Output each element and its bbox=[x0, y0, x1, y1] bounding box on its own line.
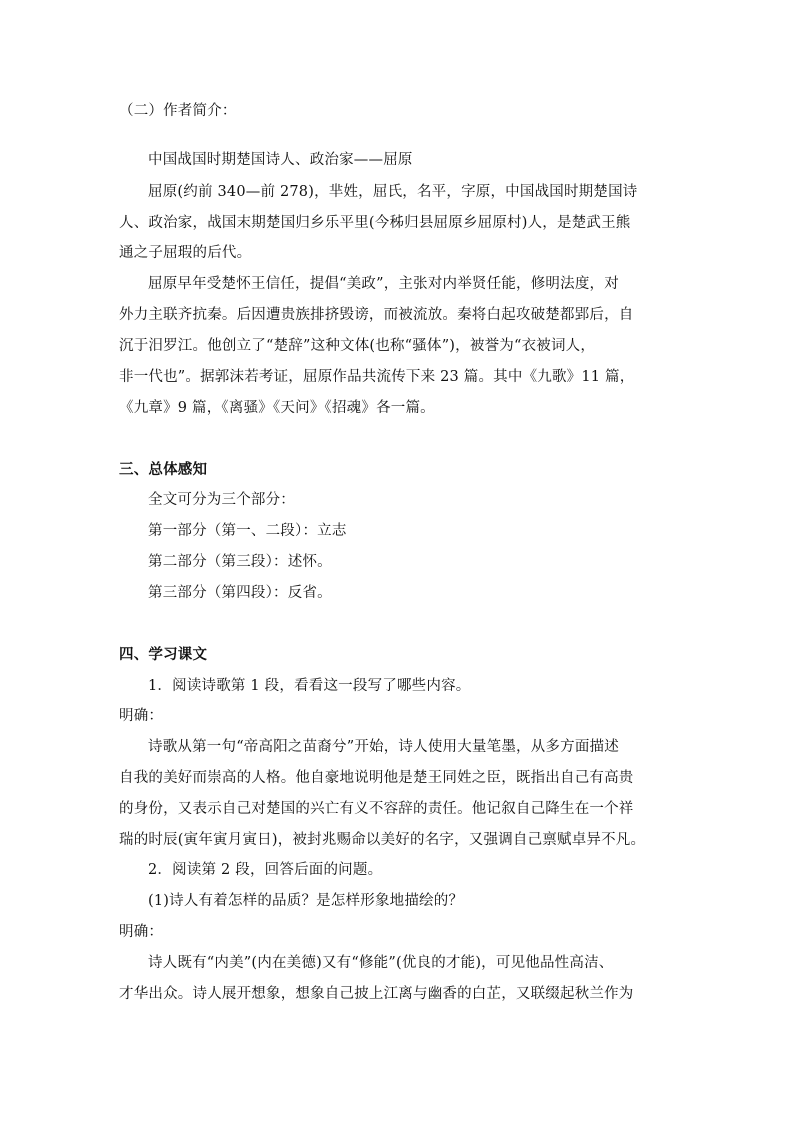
author-para1-line: 人、政治家，战国末期楚国归乡乐平里(今秭归县屈原乡屈原村)人，是楚武王熊 bbox=[119, 215, 631, 231]
author-para2-line: 非一代也”。据郭沫若考证，屈原作品共流传下来 23 篇。其中《九歌》11 篇， bbox=[119, 369, 635, 385]
question-2: 2．阅读第 2 段，回答后面的问题。 bbox=[148, 862, 383, 878]
answer1-line: 瑞的时辰(寅年寅月寅日)，被封兆赐命以美好的名字，又强调自己禀赋卓异不凡。 bbox=[119, 832, 646, 848]
answer1-line: 自我的美好而崇高的人格。他自豪地说明他是楚王同姓之臣，既指出自己有高贵 bbox=[119, 770, 634, 786]
author-para2-line: 沉于汨罗江。他创立了“楚辞”这种文体(也称“骚体”)，被誉为“衣被词人， bbox=[119, 338, 596, 354]
question-1: 1．阅读诗歌第 1 段，看看这一段写了哪些内容。 bbox=[148, 678, 471, 694]
author-para2-line: 屈原早年受楚怀王信任，提倡“美政”，主张对内举贤任能，修明法度，对 bbox=[148, 276, 619, 292]
author-para2-line: 外力主联齐抗秦。后因遭贵族排挤毁谤，而被流放。秦将白起攻破楚都郢后，自 bbox=[119, 307, 634, 323]
author-section-heading: （二）作者简介： bbox=[119, 103, 237, 119]
author-para1-line: 通之子屈瑕的后代。 bbox=[119, 245, 252, 261]
author-subtitle: 中国战国时期楚国诗人、政治家——屈原 bbox=[148, 152, 413, 168]
clarify-label-1: 明确： bbox=[119, 708, 164, 724]
overall-line: 全文可分为三个部分： bbox=[148, 492, 295, 508]
answer1-line: 的身份，又表示自己对楚国的兴亡有义不容辞的责任。他记叙自己降生在一个祥 bbox=[119, 801, 634, 817]
overall-line: 第三部分（第四段）：反省。 bbox=[148, 585, 332, 601]
clarify-label-2: 明确： bbox=[119, 924, 164, 940]
question-2-sub: (1)诗人有着怎样的品质？是怎样形象地描绘的？ bbox=[148, 893, 464, 909]
author-para1-line: 屈原(约前 340—前 278)，芈姓，屈氏，名平，字原，中国战国时期楚国诗 bbox=[148, 184, 638, 200]
overall-section-heading: 三、总体感知 bbox=[119, 461, 208, 478]
overall-line: 第二部分（第三段）：述怀。 bbox=[148, 554, 332, 570]
study-section-heading: 四、学习课文 bbox=[119, 646, 208, 663]
answer2-line: 才华出众。诗人展开想象，想象自己披上江离与幽香的白芷，又联缀起秋兰作为 bbox=[119, 986, 634, 1002]
answer1-line: 诗歌从第一句“帝高阳之苗裔兮”开始，诗人使用大量笔墨，从多方面描述 bbox=[148, 739, 619, 755]
author-para2-line: 《九章》9 篇，《离骚》《天问》《招魂》各一篇。 bbox=[119, 400, 435, 416]
answer2-line: 诗人既有“内美”(内在美德)又有“修能”(优良的才能)，可见他品性高洁、 bbox=[148, 955, 614, 971]
overall-line: 第一部分（第一、二段）：立志 bbox=[148, 523, 347, 539]
